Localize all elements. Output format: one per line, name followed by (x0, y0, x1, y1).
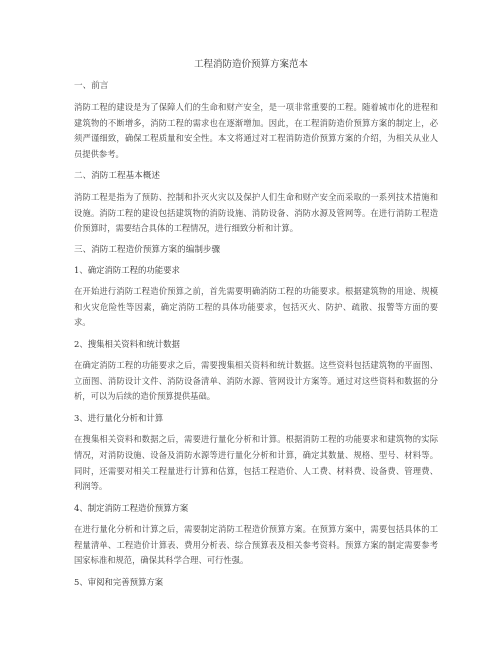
step-paragraph-3: 在搜集相关资料和数据之后，需要进行量化分析和计算。根据消防工程的功能要求和建筑物的实际情况，对消防设施、设备及消防水源等进行量化分析和计算，确定其数量、规格、型号、材料等。同时，还需要对相关工程量进行计算和估算，包括工程造价、人工费、材料费、设备费、管理费、利润等。 (74, 434, 438, 492)
step-heading-5: 5、审阅和完善预算方案 (74, 577, 164, 588)
section-heading-preface: 一、前言 (74, 81, 109, 91)
step-heading-4: 4、制定消防工程造价预算方案 (74, 502, 189, 513)
document-body (74, 80, 438, 596)
paragraph-preface: 消防工程的建设是为了保障人们的生命和财产安全，是一项非常重要的工程。随着城市化的进程和建筑物的不断增多，消防工程的需求也在逐渐增加。因此，在工程消防造价预算方案的制定上，必须严谨细致，确保工程质量和安全性。本文将通过对工程消防造价预算方案的介绍，为相关从业人员提供参考。 (74, 102, 438, 160)
step-heading-2: 2、搜集相关资料和统计数据 (74, 339, 180, 350)
step-heading-3: 3、进行量化分析和计算 (74, 413, 164, 424)
section-heading-overview: 二、消防工程基本概述 (74, 170, 160, 181)
step-paragraph-1: 在开始进行消防工程造价预算之前，首先需要明确消防工程的功能要求。根据建筑物的用途、规模和火灾危险性等因素，确定消防工程的具体功能要求，包括灭火、防护、疏散、报警等方面的要求。 (74, 285, 438, 328)
step-paragraph-4: 在进行量化分析和计算之后，需要制定消防工程造价预算方案。在预算方案中，需要包括具体的工程量清单、工程造价计算表、费用分析表、综合预算表及相关参考资料。预算方案的制定需要参考国家标准和规范，确保其科学合理、可行性强。 (74, 523, 438, 566)
step-heading-1: 1、确定消防工程的功能要求 (74, 264, 180, 275)
document-title: 工程消防造价预算方案范本 (193, 59, 308, 70)
step-paragraph-2: 在确定消防工程的功能要求之后，需要搜集相关资料和统计数据。这些资料包括建筑物的平面图、立面图、消防设计文件、消防设备清单、消防水源、管网设计方案等。通过对这些资料和数据的分析，可以为后续的造价预算提供基础。 (74, 360, 438, 402)
paragraph-overview: 消防工程是指为了预防、控制和扑灭火灾以及保护人们生命和财产安全而采取的一系列技术措施和设施。消防工程的建设包括建筑物的消防设施、消防设备、消防水源及管网等。在进行消防工程造价预算时，需要结合具体的工程情况，进行细致分析和计算。 (74, 191, 438, 234)
section-heading-steps: 三、消防工程造价预算方案的编制步骤 (74, 244, 221, 255)
